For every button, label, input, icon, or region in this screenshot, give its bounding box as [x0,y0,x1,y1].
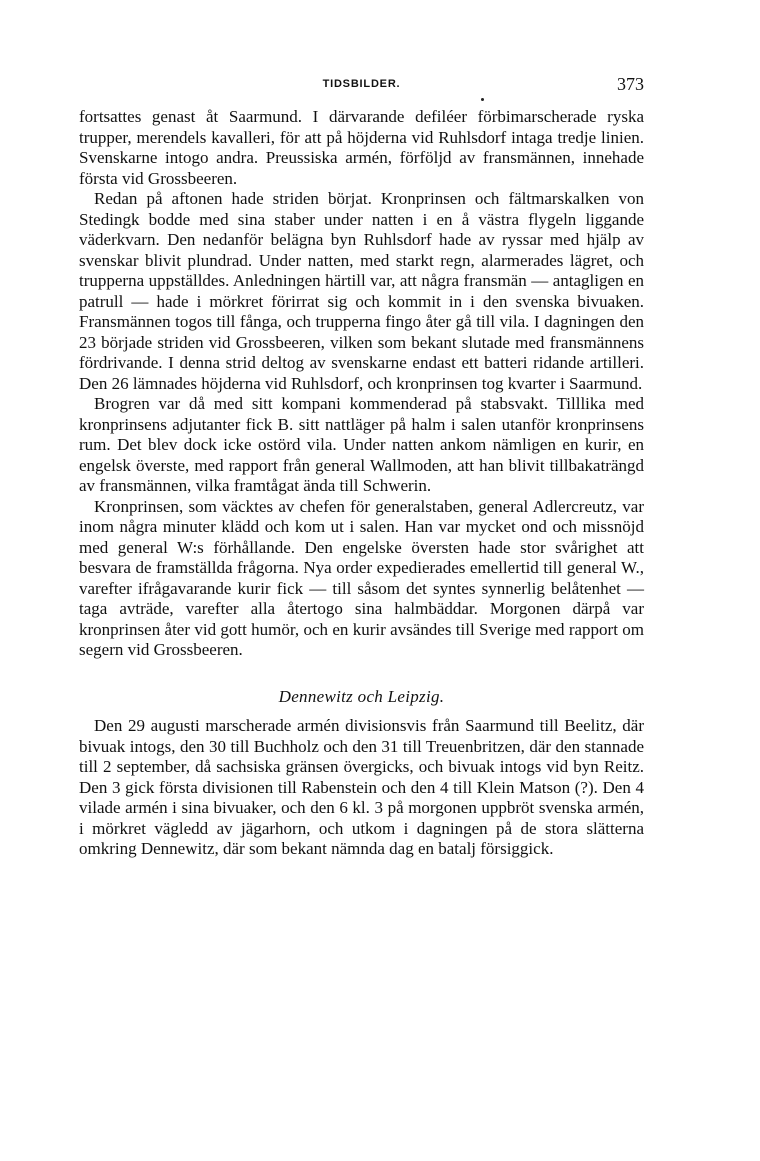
paragraph-continuation: fortsattes genast åt Saarmund. I därvarande defiléer förbimarscherade ryska trupper, merendels kavalleri, för att på höjderna vid Ruhlsdorf intaga tredje linien. Svenskarne intogo andra. Preussiska armén, förföljd av fransmännen, innehade första vid Grossbeeren. [79,107,644,188]
page-number: 373 [617,74,644,94]
paragraph: Redan på aftonen hade striden börjat. Kronprinsen och fältmarskalken von Stedingk bodde med sina staber under natten i en å västra flygeln liggande väderkvarn. Den nedanför belägna byn Ruhlsdorf hade av ryssar med hjälp av svenskar blivit plundrad. Under natten, med starkt regn, alarmerades lägret, och trupperna uppställdes. Anledningen härtill var, att några fransmän — antagligen en patrull — hade i mörkret förirrat sig och kommit in i den svenska bivuaken. Fransmännen togos till fånga, och trupperna fingo åter gå till vila. I dagningen den 23 började striden vid Grossbeeren, vilken som bekant slutade med fransmännens fördrivande. I denna strid deltog av svenskarne endast ett batteri ridande artilleri. Den 26 lämnades höjderna vid Ruhlsdorf, och kronprinsen tog kvarter i Saarmund. [79,189,644,393]
paragraph: Brogren var då med sitt kompani kommenderad på stabsvakt. Tilllika med kronprinsens adjutanter fick B. sitt nattläger på halm i salen utanför kronprinsens rum. Det blev dock icke ostörd vila. Under natten ankom nämligen en kurir, en engelsk överste, med rapport från general Wallmoden, att han blivit tillbakaträngd av fransmännen, vilka framtågat ända till Schwerin. [79,394,644,495]
paragraph: Den 29 augusti marscherade armén divisionsvis från Saarmund till Beelitz, där bivuak intogs, den 30 till Buchholz och den 31 till Treuenbritzen, där den stannade till 2 september, då sachsiska gränsen övergicks, och bivuak intogs vid byn Reitz. Den 3 gick första divisionen till Rabenstein och den 4 till Klein Matson (?). Den 4 vilade armén i sina bivuaker, och den 6 kl. 3 på morgonen uppbröt svenska armén, i mörkret vägledd av jägarhorn, och utkom i dagningen på de stora slätterna omkring Dennewitz, där som bekant nämnda dag en batalj försiggick. [79,716,644,858]
body-text [79,107,644,860]
running-head [79,74,644,96]
book-page [79,74,644,860]
paragraph: Kronprinsen, som väcktes av chefen för generalstaben, general Adlercreutz, var inom några minuter klädd och kom ut i salen. Han var mycket ond och missnöjd med general W:s förhållande. Den engelske översten hade stor svårighet att besvara de framställda frågorna. Nya order expedierades emellertid till general W., varefter ifrågavarande kurir fick — till såsom det syntes synnerlig belåtenhet — taga avträde, varefter alla återtogo sina halmbäddar. Morgonen därpå var kronprinsen åter vid gott humör, och en kurir avsändes till Sverige med rapport om segern vid Grossbeeren. [79,496,644,659]
running-title: TIDSBILDER. [322,78,401,90]
section-heading: Dennewitz och Leipzig. [278,686,445,706]
print-speck [481,98,484,101]
